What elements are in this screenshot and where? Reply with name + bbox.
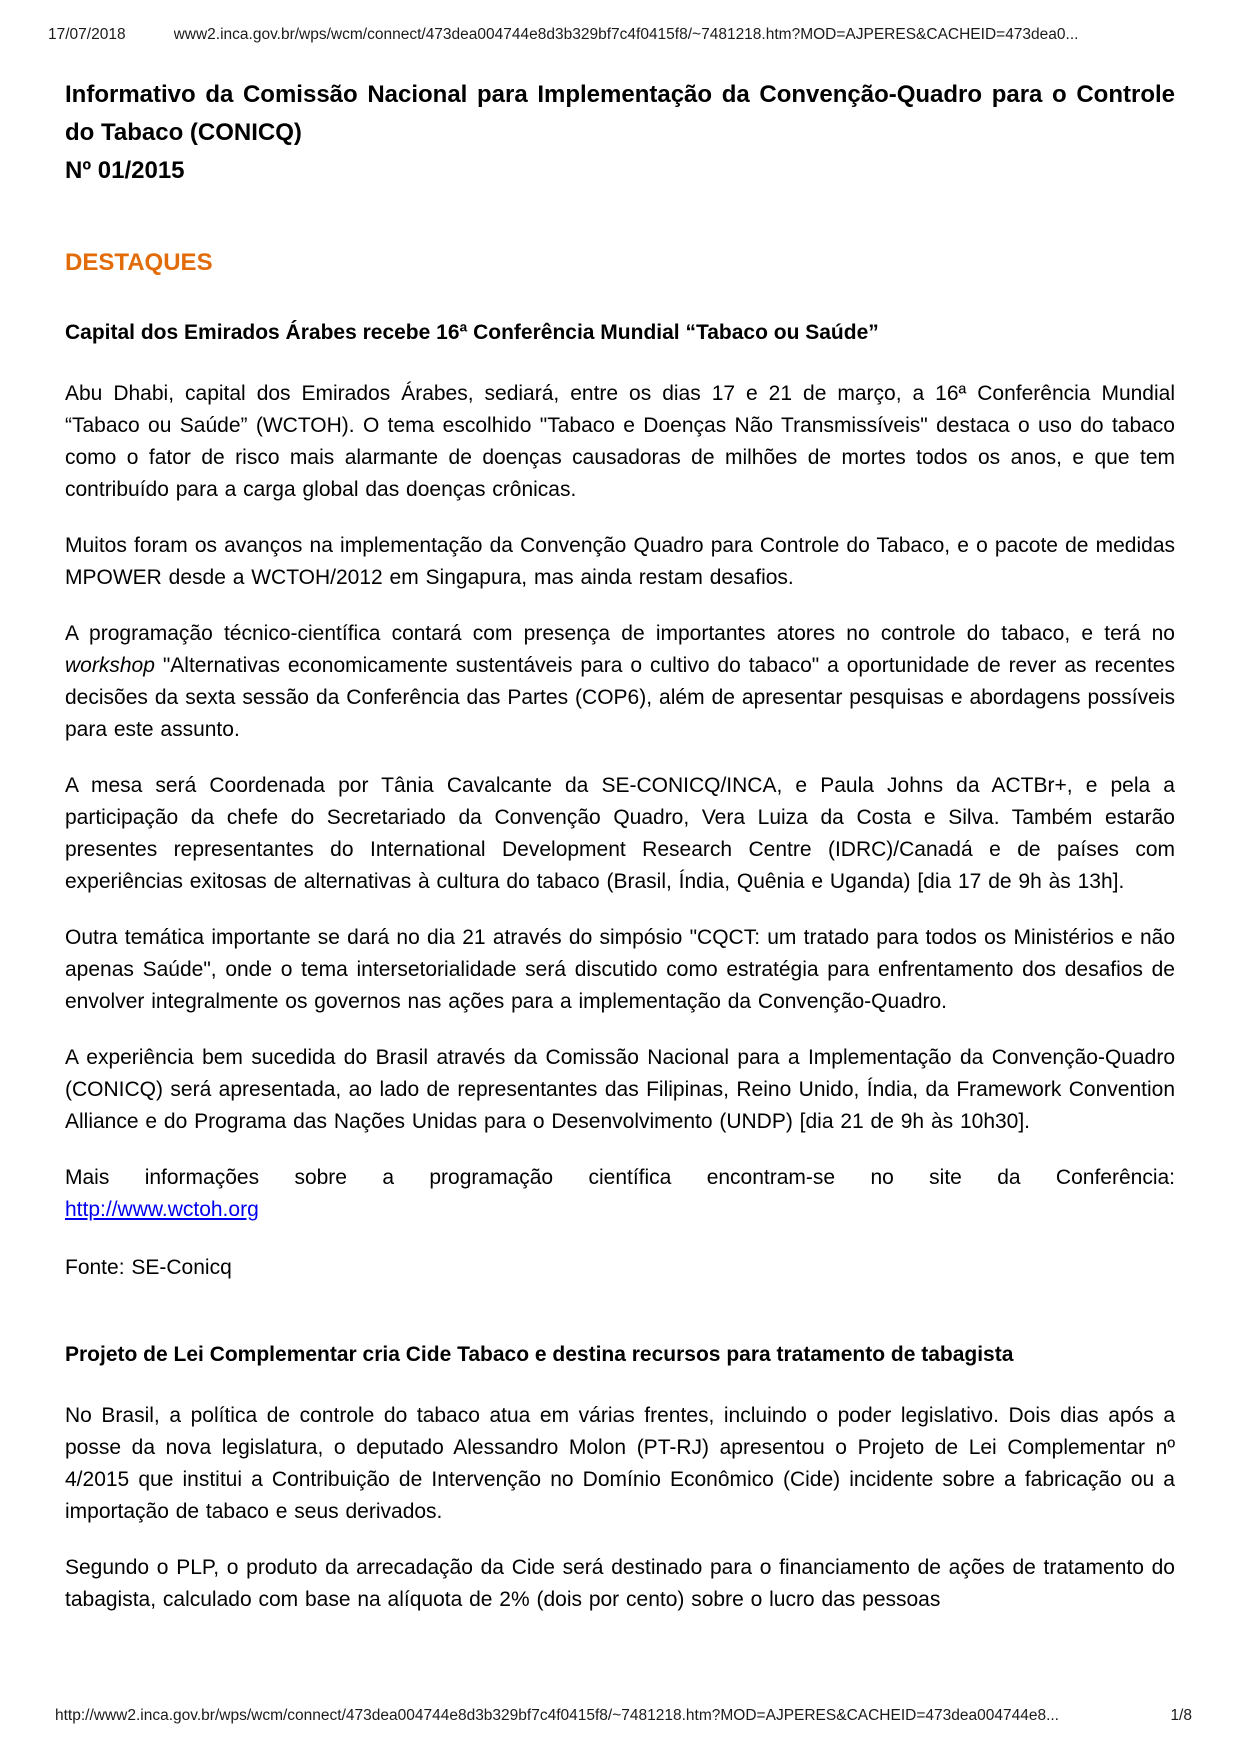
print-header (0, 0, 1240, 44)
print-header-url: www2.inca.gov.br/wps/wcm/connect/473dea004744e8d3b329bf7c4f0415f8/~7481218.htm?MOD=AJPERES&CACHEID=473dea0... (173, 26, 1079, 43)
article1-paragraph-6: A experiência bem sucedida do Brasil através da Comissão Nacional para a Implementação da Convenção-Quadro (CONICQ) será apresentada, ao lado de representantes das Filipinas, Reino Unido, Índia, da Framework Convention Alliance e do Programa das Nações Unidas para o Desenvolvimento (UNDP) [dia 21 de 9h às 10h30]. (65, 1046, 1175, 1133)
print-date: 17/07/2018 (48, 26, 126, 43)
print-footer (0, 1707, 1240, 1725)
article2-paragraph-1: No Brasil, a política de controle do tabaco atua em várias frentes, incluindo o poder legislativo. Dois dias após a posse da nova legislatura, o deputado Alessandro Molon (PT-RJ) apresentou o Projeto de Lei Complementar nº 4/2015 que institui a Contribuição de Intervenção no Domínio Econômico (Cide) incidente sobre a fabricação ou a importação de tabaco e seus derivados. (65, 1404, 1175, 1523)
article1-paragraph-2: Muitos foram os avanços na implementação da Convenção Quadro para Controle do Tabaco, e o pacote de medidas MPOWER desde a WCTOH/2012 em Singapura, mas ainda restam desafios. (65, 534, 1175, 589)
article1-paragraph-1: Abu Dhabi, capital dos Emirados Árabes, sediará, entre os dias 17 e 21 de março, a 16ª Conferência Mundial “Tabaco ou Saúde” (WCTOH). O tema escolhido "Tabaco e Doenças Não Transmissíveis" destaca o uso do tabaco como o fator de risco mais alarmante de doenças causadoras de milhões de mortes todos os anos, e que tem contribuído para a carga global das doenças crônicas. (65, 382, 1175, 501)
article1-paragraph-7: Mais informações sobre a programação científica encontram-se no site da Conferência: (65, 1166, 1175, 1189)
article1-paragraph-3-pre: A programação técnico-científica contará com presença de importantes atores no controle do tabaco, e terá no (65, 622, 1175, 645)
document-number: Nº 01/2015 (65, 157, 185, 184)
wctoh-link[interactable]: http://www.wctoh.org (65, 1198, 259, 1221)
page-indicator: 1/8 (1170, 1707, 1192, 1724)
article1-paragraph-3 (65, 618, 1175, 746)
article1-paragraph-3-post: "Alternativas economicamente sustentáveis para o cultivo do tabaco" a oportunidade de rever as recentes decisões da sexta sessão da Conferência das Partes (COP6), além de apresentar pesquisas e abordagens possíveis para este assunto. (65, 654, 1175, 741)
article2-heading: Projeto de Lei Complementar cria Cide Tabaco e destina recursos para tratamento de tabagista (65, 1343, 1014, 1366)
article1-paragraph-3-italic: workshop (65, 654, 155, 677)
document-title (65, 76, 1175, 190)
article1-paragraph-4: A mesa será Coordenada por Tânia Cavalcante da SE-CONICQ/INCA, e Paula Johns da ACTBr+, e pela a participação da chefe do Secretariado da Convenção Quadro, Vera Luiza da Costa e Silva. Também estarão presentes representantes do International Development Research Centre (IDRC)/Canadá e de países com experiências exitosas de alternativas à cultura do tabaco (Brasil, Índia, Quênia e Uganda) [dia 17 de 9h às 13h]. (65, 774, 1175, 893)
section-heading-destaques: DESTAQUES (65, 249, 213, 276)
article1-link-line (65, 1194, 1175, 1226)
article1-paragraph-5: Outra temática importante se dará no dia 21 através do simpósio "CQCT: um tratado para todos os Ministérios e não apenas Saúde", onde o tema intersetorialidade será discutido como estratégia para enfrentamento dos desafios de envolver integralmente os governos nas ações para a implementação da Convenção-Quadro. (65, 926, 1175, 1013)
article2-paragraph-2: Segundo o PLP, o produto da arrecadação da Cide será destinado para o financiamento de ações de tratamento do tabagista, calculado com base na alíquota de 2% (dois por cento) sobre o lucro das pessoas (65, 1556, 1175, 1611)
article1-source: Fonte: SE-Conicq (65, 1256, 232, 1279)
article1-heading: Capital dos Emirados Árabes recebe 16ª Conferência Mundial “Tabaco ou Saúde” (65, 321, 879, 344)
print-footer-url: http://www2.inca.gov.br/wps/wcm/connect/473dea004744e8d3b329bf7c4f0415f8/~7481218.htm?MOD=AJPERES&CACHEID=473dea004744e8... (55, 1707, 1059, 1724)
document-body (0, 76, 1240, 1616)
document-title-text: Informativo da Comissão Nacional para Implementação da Convenção-Quadro para o Controle do Tabaco (CONICQ) (65, 81, 1175, 146)
